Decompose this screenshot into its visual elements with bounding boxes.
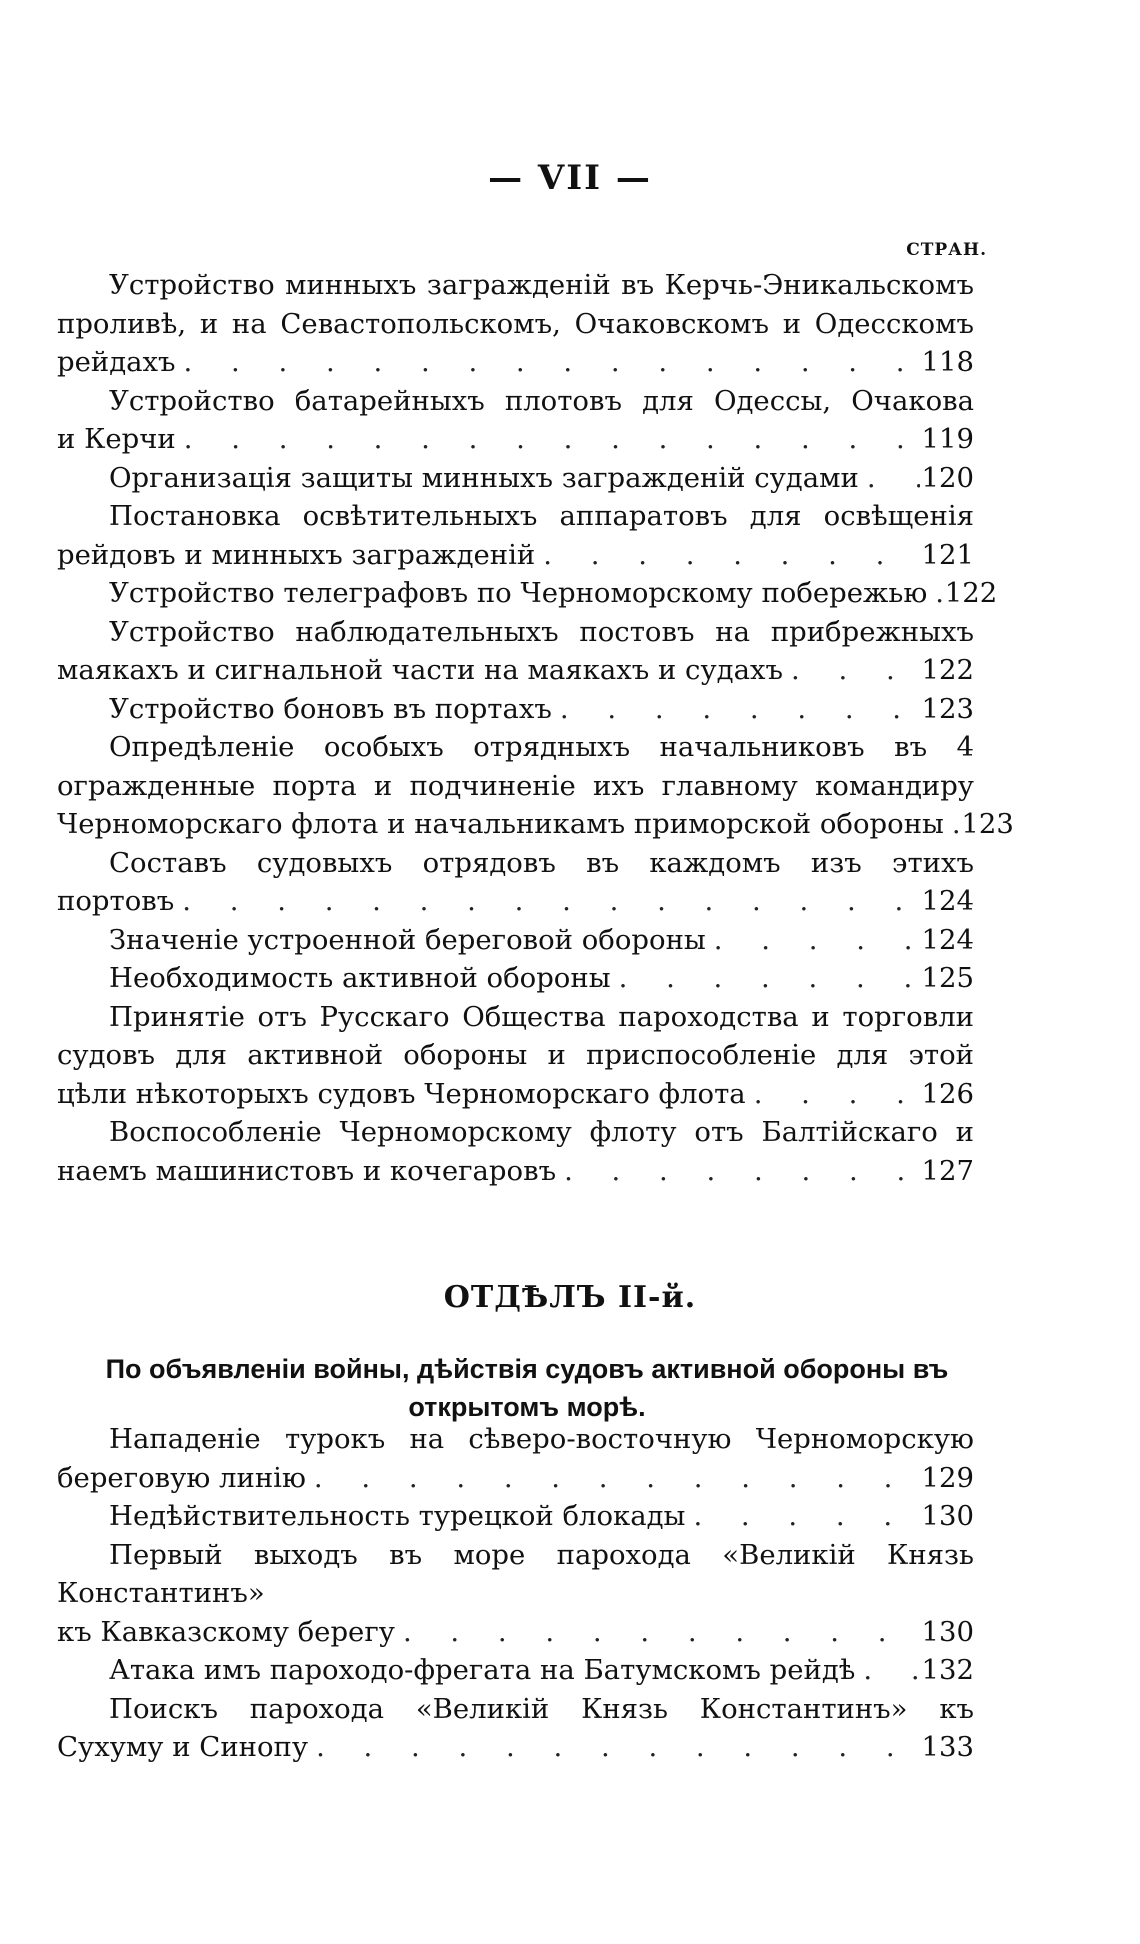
toc-page-number: 130 xyxy=(921,1615,974,1648)
toc-entry xyxy=(57,459,974,498)
toc-page-number: 130 xyxy=(921,1500,974,1532)
dot-leader xyxy=(859,459,920,498)
dot-leader xyxy=(556,1152,920,1191)
toc-entry-title-end: Организація защиты минныхъ загражденій судами xyxy=(109,461,859,494)
toc-entry-title: Устройство минныхъ загражденій въ Керчь-Эникальскомъ проливѣ, и на Севастопольскомъ, Очаковскомъ и Одесскомъ xyxy=(57,269,974,340)
dot-leader xyxy=(783,651,920,690)
dot-leader xyxy=(176,420,920,459)
toc-entry-title: Первый выходъ въ море парохода «Великій Князь Константинъ» xyxy=(57,1538,974,1609)
toc-entry-title: Опредѣленіе особыхъ отрядныхъ начальниковъ въ 4 огражденные порта и подчиненіе ихъ главному командиру xyxy=(57,731,974,802)
toc-entry-title-end: Черноморскаго флота и начальникамъ приморской обороны xyxy=(57,808,944,840)
toc-page-number: 118 xyxy=(921,346,974,378)
toc-page-number: 124 xyxy=(921,885,974,917)
toc-entry-line xyxy=(57,1459,974,1498)
toc-entry-title-end: Значеніе устроенной береговой обороны xyxy=(109,923,706,956)
toc-page-number: 124 xyxy=(921,923,974,956)
toc-entry xyxy=(57,266,974,382)
dot-leader xyxy=(611,959,920,998)
toc-entry-title-end: цѣли нѣкоторыхъ судовъ Черноморскаго флота xyxy=(57,1077,746,1110)
toc-entry xyxy=(57,1420,974,1497)
toc-page-number: 133 xyxy=(921,1731,974,1763)
page-column-header: СТРАН. xyxy=(906,240,987,260)
toc-entry-line xyxy=(57,805,1014,844)
toc-page-number: 123 xyxy=(961,808,1014,840)
dot-leader xyxy=(395,1613,920,1652)
page-number: — VII — xyxy=(488,158,652,198)
toc-entry xyxy=(57,574,998,613)
toc-entry-title-end: и Керчи xyxy=(57,423,176,455)
toc-entry-line xyxy=(57,1728,974,1767)
toc-entry-title-end: Недѣйствительность турецкой блокады xyxy=(109,1500,686,1532)
toc-entry-title-end: Атака имъ пароходо-фрегата на Батумскомъ рейдѣ xyxy=(109,1654,856,1686)
toc-entry-title: Принятіе отъ Русскаго Общества пароходства и торговли судовъ для активной обороны и приспособленіе для этой xyxy=(57,1000,974,1071)
toc-entry-title: Составъ судовыхъ отрядовъ въ каждомъ изъ этихъ xyxy=(109,846,974,879)
dot-leader xyxy=(927,574,943,613)
toc-entry-line xyxy=(57,921,974,960)
toc-entry-title: Устройство наблюдательныхъ постовъ на прибрежныхъ xyxy=(109,615,974,648)
toc-entry-title-end: рейдовъ и минныхъ загражденій xyxy=(57,538,536,571)
toc-entry-title-end: Устройство боновъ въ портахъ xyxy=(109,692,552,725)
toc-entry-line xyxy=(57,690,974,729)
toc-entry xyxy=(57,613,974,690)
toc-list-part1 xyxy=(57,266,1014,1190)
toc-entry xyxy=(57,382,974,459)
toc-page-number: 119 xyxy=(921,423,974,455)
toc-page-number: 122 xyxy=(944,577,998,609)
toc-entry-line xyxy=(57,882,974,921)
toc-entry-title: Воспособленіе Черноморскому флоту отъ Балтійскаго и xyxy=(109,1116,974,1148)
toc-page-number: 122 xyxy=(921,654,974,686)
toc-page-number: 127 xyxy=(921,1154,974,1187)
toc-entry-title-end: Сухуму и Синопу xyxy=(57,1731,309,1763)
toc-entry-title-end: портовъ xyxy=(57,885,175,917)
toc-entry xyxy=(57,1651,974,1690)
toc-entry xyxy=(57,1113,974,1190)
toc-entry-line xyxy=(57,343,974,382)
toc-entry-title-end: Устройство телеграфовъ по Черноморскому побережью xyxy=(109,577,928,609)
toc-entry-title: Устройство батарейныхъ плотовъ для Одессы, Очакова xyxy=(109,384,974,417)
toc-entry-line xyxy=(57,574,998,613)
toc-list-part2 xyxy=(57,1420,974,1767)
toc-page-number: 126 xyxy=(921,1077,974,1110)
toc-entry-line xyxy=(57,959,974,998)
toc-entry-title: Поискъ парохода «Великій Князь Константинъ» къ xyxy=(109,1692,974,1725)
toc-entry-line xyxy=(57,1613,974,1652)
toc-entry-title-end: къ Кавказскому берегу xyxy=(57,1615,395,1648)
toc-entry-line xyxy=(57,1497,974,1536)
dot-leader xyxy=(174,882,920,921)
toc-entry-line xyxy=(57,1075,974,1114)
dot-leader xyxy=(306,1459,920,1498)
toc-entry xyxy=(57,1690,974,1767)
toc-entry xyxy=(57,921,974,960)
dot-leader xyxy=(535,536,920,575)
toc-entry-title-end: Необходимость активной обороны xyxy=(109,962,611,994)
toc-entry xyxy=(57,959,974,998)
toc-entry xyxy=(57,844,974,921)
toc-entry-line xyxy=(57,420,974,459)
toc-page-number: 125 xyxy=(921,962,974,994)
toc-page-number: 129 xyxy=(921,1461,974,1494)
toc-entry-title-end: береговую линію xyxy=(57,1461,306,1494)
toc-entry-title: Постановка освѣтительныхъ аппаратовъ для освѣщенія xyxy=(109,500,974,532)
dot-leader xyxy=(855,1651,920,1690)
dot-leader xyxy=(176,343,920,382)
toc-page-number: 120 xyxy=(921,461,974,494)
toc-page-number: 121 xyxy=(921,538,974,571)
toc-entry xyxy=(57,1497,974,1536)
dot-leader xyxy=(685,1497,920,1536)
dot-leader xyxy=(746,1075,920,1114)
dot-leader xyxy=(308,1728,920,1767)
toc-page-number: 132 xyxy=(921,1654,974,1686)
toc-entry xyxy=(57,998,974,1114)
toc-entry xyxy=(57,690,974,729)
toc-entry-title-end: рейдахъ xyxy=(57,346,176,378)
toc-entry-title-end: маякахъ и сигнальной части на маякахъ и судахъ xyxy=(57,654,783,686)
toc-entry-line xyxy=(57,1651,974,1690)
toc-entry-line xyxy=(57,459,974,498)
toc-entry xyxy=(57,497,974,574)
toc-page-number: 123 xyxy=(921,692,974,725)
toc-entry-line xyxy=(57,1152,974,1191)
toc-entry xyxy=(57,728,1014,844)
section-subtitle: По объявленіи войны, дѣйствія судовъ активной обороны въ открытомъ морѣ. xyxy=(105,1354,949,1422)
section-title: ОТДѢЛЪ II-й. xyxy=(443,1280,697,1315)
dot-leader xyxy=(706,921,920,960)
dot-leader xyxy=(944,805,960,844)
toc-entry-title: Нападеніе турокъ на сѣверо-восточную Черноморскую xyxy=(109,1423,974,1455)
dot-leader xyxy=(552,690,920,729)
toc-entry-line xyxy=(57,536,974,575)
toc-entry-title-end: наемъ машинистовъ и кочегаровъ xyxy=(57,1154,557,1187)
toc-entry xyxy=(57,1536,974,1652)
toc-entry-line xyxy=(57,651,974,690)
